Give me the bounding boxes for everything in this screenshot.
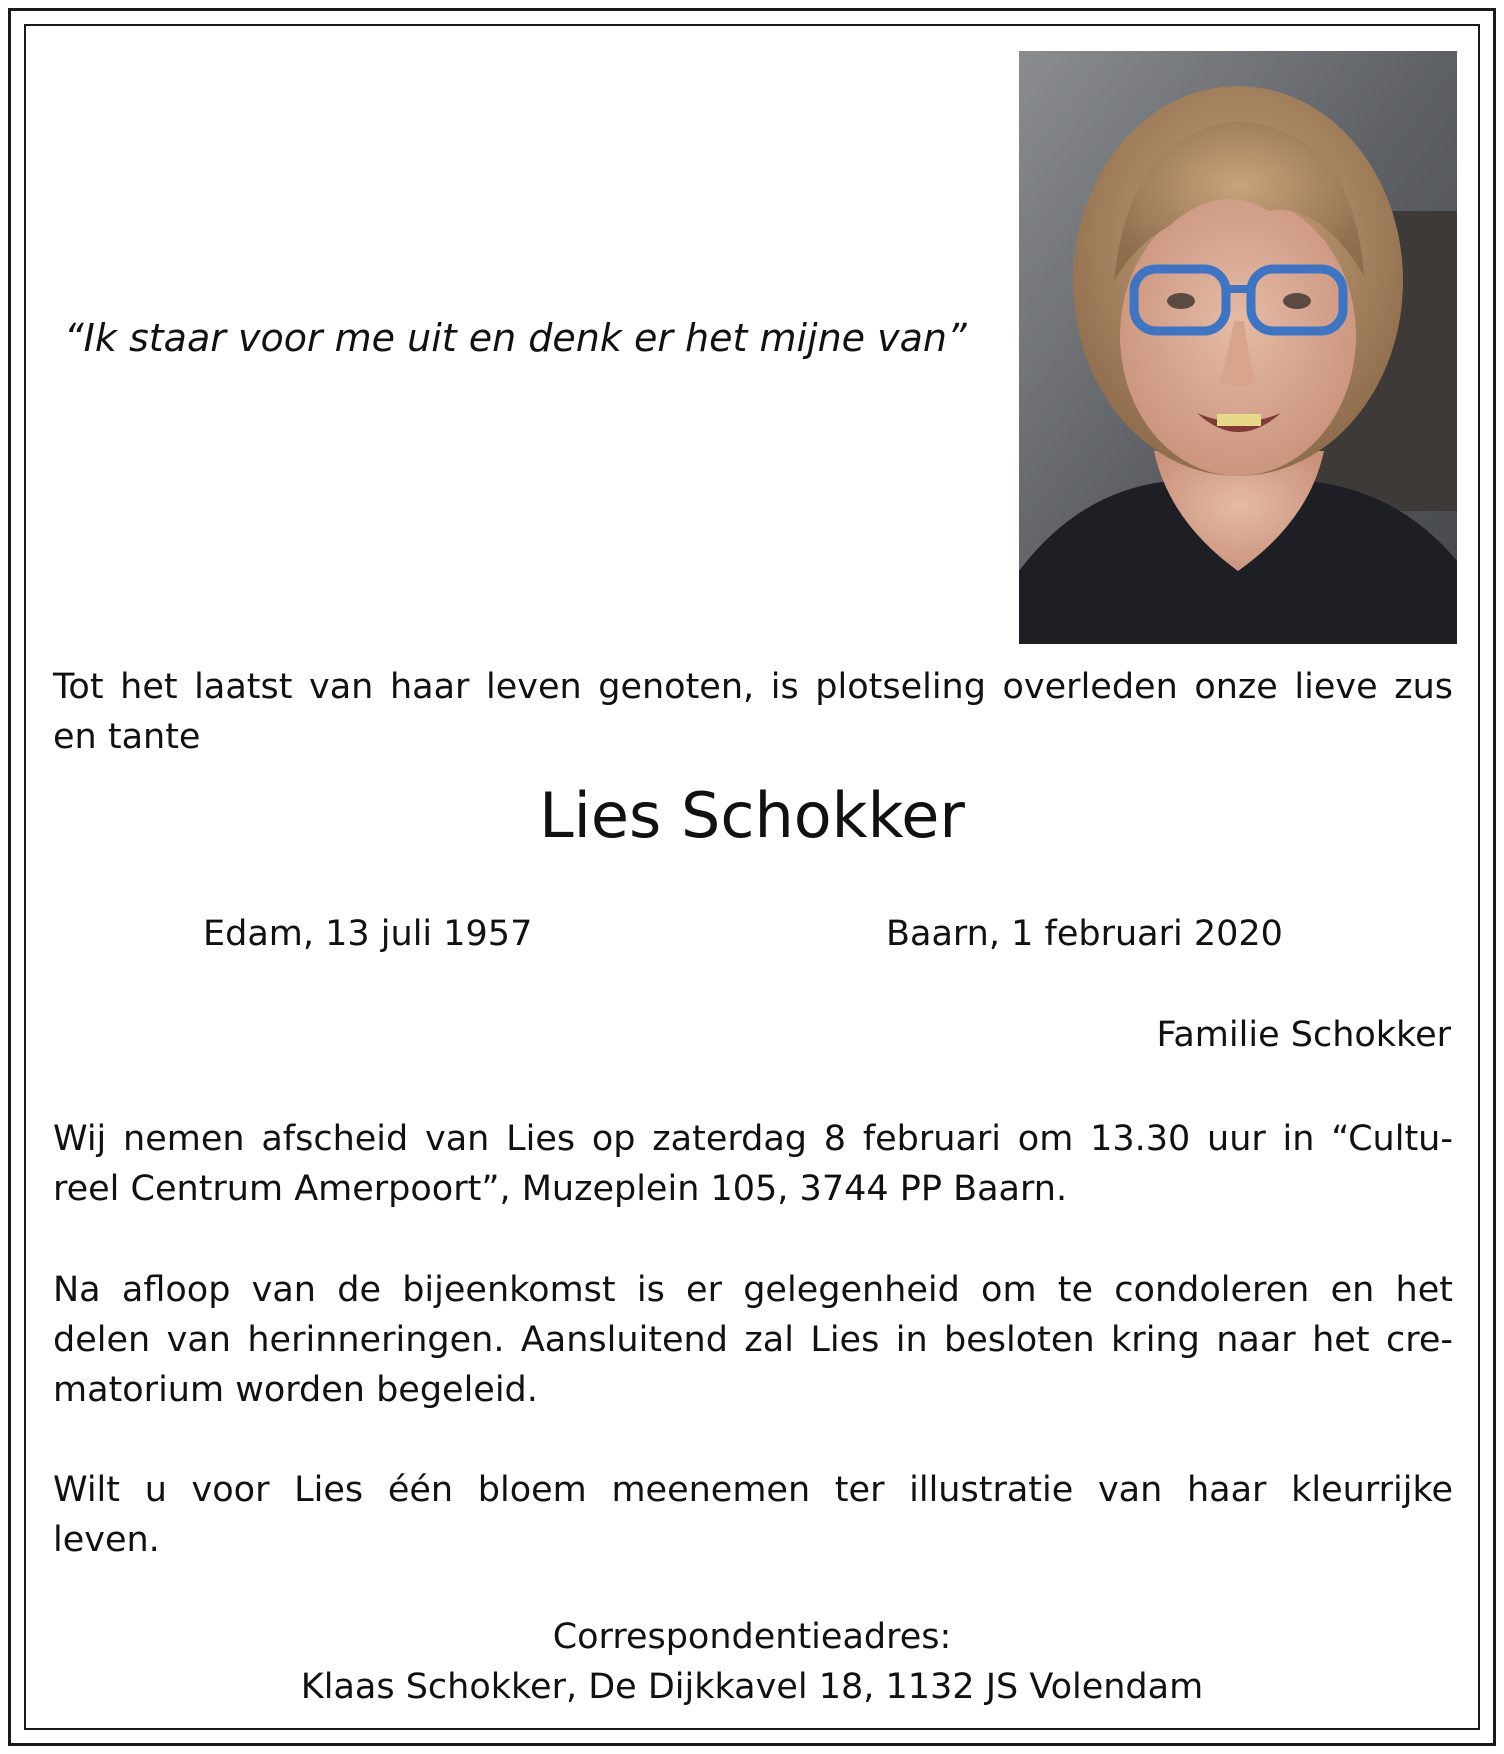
- paragraph-line: reel Centrum Amerpoort”, Muzeplein 105, 3744 PP Baarn.: [53, 1169, 1068, 1209]
- correspondence-label: Correspondentieadres:: [552, 1617, 952, 1657]
- portrait-photo: [1019, 51, 1457, 644]
- intro-text: [53, 662, 1453, 762]
- paragraph-line: Wij nemen afscheid van Lies op zaterdag 8 februari om 13.30 uur in “Cultu-: [53, 1119, 1453, 1159]
- condolence-paragraph: [53, 1265, 1453, 1415]
- death-place-date: Baarn, 1 februari 2020: [886, 914, 1283, 954]
- deceased-name: Lies Schokker: [539, 779, 965, 852]
- paragraph-line: Na afloop van de bijeenkomst is er gelegenheid om te condoleren en het: [53, 1270, 1453, 1310]
- paragraph-line: leven.: [53, 1520, 160, 1560]
- intro-line: en tante: [53, 717, 201, 757]
- family-signature: Familie Schokker: [1156, 1015, 1451, 1055]
- intro-line: Tot het laatst van haar leven genoten, is plotseling overleden onze lieve zus: [53, 667, 1453, 707]
- flower-request-paragraph: [53, 1465, 1453, 1565]
- farewell-paragraph: [53, 1114, 1453, 1214]
- correspondence-address: Klaas Schokker, De Dijkkavel 18, 1132 JS Volendam: [300, 1667, 1204, 1707]
- paragraph-line: Wilt u voor Lies één bloem meenemen ter illustratie van haar kleurrijke: [53, 1470, 1453, 1510]
- memorial-quote: “Ik staar voor me uit en denk er het mijne van”: [64, 316, 967, 360]
- birth-place-date: Edam, 13 juli 1957: [203, 914, 533, 954]
- paragraph-line: delen van herinneringen. Aansluitend zal Lies in besloten kring naar het cre-: [53, 1320, 1453, 1360]
- paragraph-line: matorium worden begeleid.: [53, 1370, 538, 1410]
